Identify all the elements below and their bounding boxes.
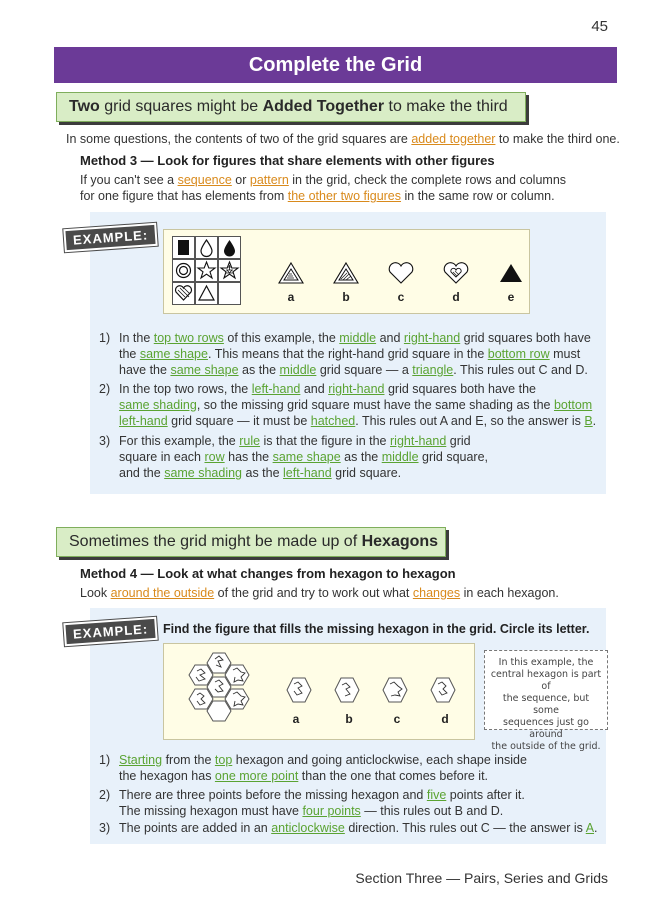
ex2-i2-l1: There are three points before the missing hexagon and five points after it. [119, 788, 525, 802]
option-e-label: e [507, 290, 515, 304]
ex2-item-1-body [119, 752, 527, 784]
m4-h1: around the outside [110, 586, 215, 600]
note-line-2: central hexagon is part of [490, 669, 602, 692]
option-c-label: c [397, 290, 405, 304]
option-b-label: b [342, 290, 350, 304]
option-e-icon [500, 264, 522, 282]
star-icon [198, 262, 215, 278]
section1-banner [56, 92, 526, 122]
grid-shapes [172, 236, 242, 306]
hex-option-d-label: d [441, 712, 449, 726]
ex1-i3-l1: For this example, the rule is that the figure in the right-hand grid [119, 434, 471, 448]
m3-h2: pattern [249, 173, 289, 187]
method3-line1 [80, 172, 566, 188]
method4-title: Method 4 — Look at what changes from hexagon to hexagon [80, 566, 456, 581]
m3-h3: the other two figures [287, 189, 402, 203]
m4-t3: in each hexagon. [460, 586, 559, 600]
page-footer: Section Three — Pairs, Series and Grids [355, 870, 608, 886]
example2-tag: EXAMPLE: [63, 617, 158, 646]
example1-tag: EXAMPLE: [63, 223, 158, 252]
m3-t2: or [231, 173, 250, 187]
note-line-1: In this example, the [498, 657, 594, 668]
intro-highlight: added together [411, 132, 496, 146]
intro-text: In some questions, the contents of two of the grid squares are [66, 132, 412, 146]
ex1-item-2-body [119, 381, 596, 429]
method4-line [80, 585, 559, 601]
page-title: Complete the Grid [54, 47, 617, 83]
m4-h2: changes [412, 586, 461, 600]
m3-h1: sequence [177, 173, 232, 187]
hex-option-a-icon [287, 678, 311, 702]
m3-t1: If you can't see a [80, 173, 178, 187]
banner-bold-2: Added Together [262, 98, 385, 115]
option-d-label: d [452, 290, 460, 304]
black-rectangle-icon [178, 240, 189, 255]
ex2-item-2-num: 2) [99, 788, 111, 802]
ex2-item-3-num: 3) [99, 821, 111, 835]
m3-t3: in the grid, check the complete rows and columns [288, 173, 567, 187]
note-line-5: the outside of the grid. [491, 741, 601, 752]
hex-bottom [207, 701, 231, 721]
ex2-item-3-body [119, 820, 598, 836]
banner2-text: Sometimes the grid might be made up of [69, 533, 362, 550]
m4-t1: Look [80, 586, 111, 600]
hex-option-b-label: b [345, 712, 353, 726]
m3-t5: in the same row or column. [401, 189, 555, 203]
triangle-icon [199, 286, 214, 300]
hint-note [484, 650, 608, 752]
ex2-i1-l1: Starting from the top hexagon and going anticlockwise, each shape inside [119, 753, 527, 767]
method3-line2 [80, 188, 555, 204]
ex1-i3-l3: and the same shading as the left-hand grid square. [119, 466, 402, 480]
example1-options [276, 262, 526, 284]
ex1-item-3-body [119, 433, 488, 481]
m3-t4: for one figure that has elements from [80, 189, 288, 203]
hex-option-d-icon [431, 678, 455, 702]
banner-bold-1: Two [69, 98, 100, 115]
ex1-item-2-num: 2) [99, 382, 111, 396]
banner-text-1: grid squares might be [99, 98, 263, 115]
note-line-4: sequences just go around [503, 717, 589, 740]
ex2-i1-l2: the hexagon has one more point than the one that comes before it. [119, 769, 489, 783]
ex1-i1-l1: In the top two rows of this example, the middle and right-hand grid squares both have [119, 331, 591, 345]
banner-text-2: to make the third [384, 98, 508, 115]
hex-option-c-label: c [393, 712, 401, 726]
example2-question: Find the figure that fills the missing hexagon in the grid. Circle its letter. [163, 622, 590, 636]
white-drop-icon [201, 240, 212, 257]
ex2-i2-l2: The missing hexagon must have four points — this rules out B and D. [119, 804, 504, 818]
intro-text-end: to make the third one. [495, 132, 620, 146]
section1-intro [66, 131, 620, 147]
option-a-label: a [287, 290, 295, 304]
option-c-icon [389, 263, 413, 283]
ex1-i1-l3: have the same shape as the middle grid square — a triangle. This rules out C and D. [119, 363, 588, 377]
ex1-item-1-num: 1) [99, 331, 111, 345]
method3-title: Method 3 — Look for figures that share elements with other figures [80, 153, 495, 168]
ex1-i2-l2: same shading, so the missing grid square must have the same shading as the bottom [119, 398, 593, 412]
m4-t2: of the grid and try to work out what [214, 586, 413, 600]
hex-option-c-icon [383, 678, 407, 702]
ex1-item-1-body [119, 330, 591, 378]
ex2-item-1-num: 1) [99, 753, 111, 767]
ex1-item-3-num: 3) [99, 434, 111, 448]
ex1-i2-l3: left-hand grid square — it must be hatched. This rules out A and E, so the answer is B. [119, 414, 597, 428]
hex-option-a-label: a [292, 712, 300, 726]
ex1-i1-l2: the same shape. This means that the right-hand grid square in the bottom row must [119, 347, 581, 361]
hex-options [286, 677, 466, 705]
banner2-bold: Hexagons [361, 533, 439, 550]
ex2-i3-l1: The points are added in an anticlockwise direction. This rules out C — the answer is A. [119, 821, 598, 835]
ex2-item-2-body [119, 787, 525, 819]
note-line-3: the sequence, but some [502, 693, 590, 716]
hexagon-grid [175, 651, 265, 735]
ex1-i2-l1: In the top two rows, the left-hand and right-hand grid squares both have the [119, 382, 536, 396]
black-drop-icon [224, 240, 235, 257]
page-number: 45 [591, 18, 608, 35]
section2-banner [56, 527, 446, 557]
ex1-i3-l2: square in each row has the same shape as the middle grid square, [119, 450, 489, 464]
